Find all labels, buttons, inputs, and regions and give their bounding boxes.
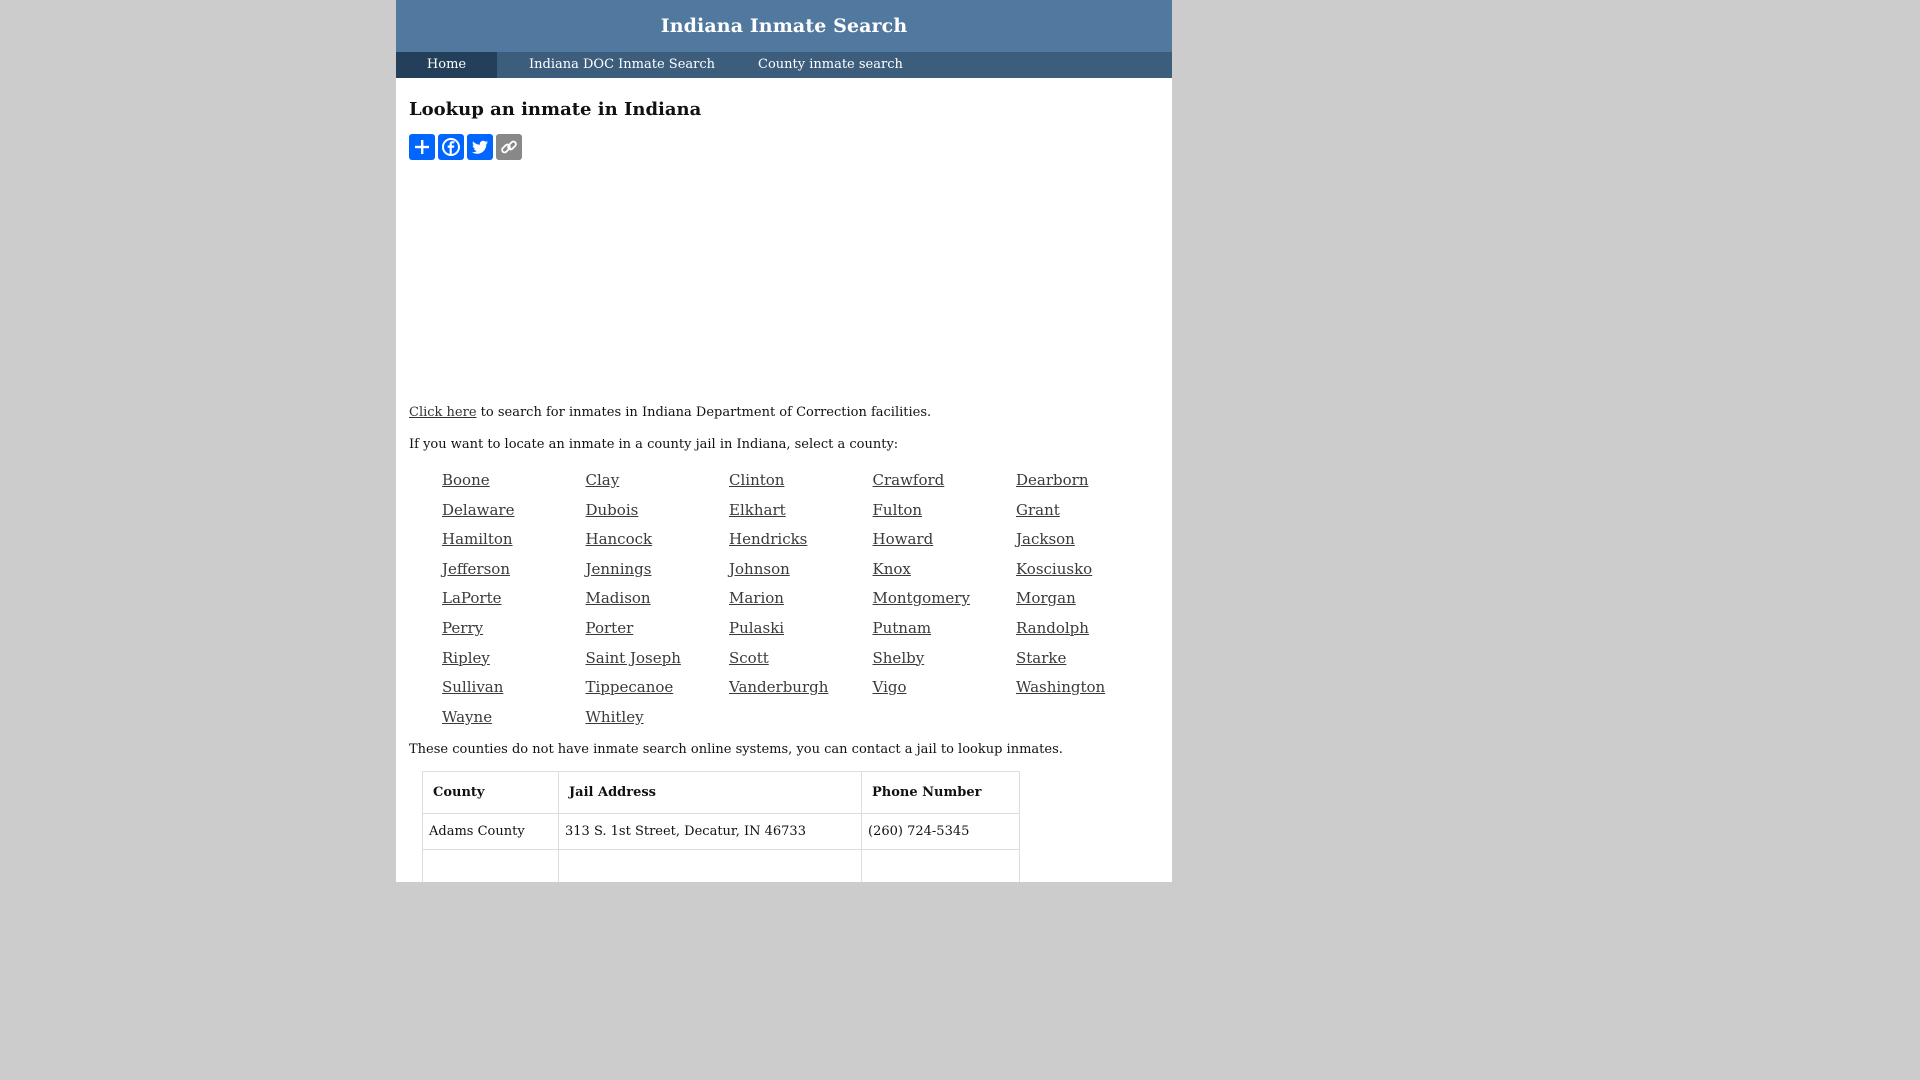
nav-county-search-link[interactable]: County inmate search xyxy=(758,57,903,72)
county-link[interactable]: Randolph xyxy=(1016,618,1089,637)
county-link[interactable]: Marion xyxy=(729,589,784,608)
ad-space xyxy=(409,160,1159,404)
county-link[interactable]: Clay xyxy=(585,471,620,489)
county-link[interactable]: Madison xyxy=(585,589,651,608)
county-link[interactable]: Hendricks xyxy=(729,530,808,549)
county-link[interactable]: Clinton xyxy=(729,471,785,489)
county-link[interactable]: Scott xyxy=(729,648,769,667)
county-link[interactable]: Montgomery xyxy=(872,589,970,608)
plus-icon xyxy=(412,137,432,157)
doc-search-link[interactable]: Click here xyxy=(409,405,477,420)
table-cell-address xyxy=(559,850,862,882)
county-link[interactable]: Jefferson xyxy=(442,559,510,578)
main-content xyxy=(396,99,1172,882)
county-link[interactable]: Porter xyxy=(585,618,634,637)
share-copy-link-button[interactable] xyxy=(496,134,522,160)
twitter-icon xyxy=(470,137,490,157)
link-icon xyxy=(499,137,519,157)
share-plus-button[interactable] xyxy=(409,134,435,160)
county-link[interactable]: Washington xyxy=(1016,678,1106,697)
doc-search-text: to search for inmates in Indiana Department of Correction facilities. xyxy=(476,405,932,420)
table-cell-county xyxy=(423,850,559,882)
county-link[interactable]: Johnson xyxy=(729,559,790,578)
county-link[interactable]: Wayne xyxy=(442,707,493,726)
site-header xyxy=(396,0,1172,52)
county-link[interactable]: Vanderburgh xyxy=(729,678,829,697)
county-link[interactable]: Grant xyxy=(1016,500,1060,519)
county-link[interactable]: Starke xyxy=(1016,648,1067,667)
nav-home-link[interactable]: Home xyxy=(396,52,497,78)
county-list xyxy=(409,466,1159,732)
county-link[interactable]: Putnam xyxy=(872,618,932,637)
county-link[interactable]: Perry xyxy=(442,618,484,637)
county-link[interactable]: Knox xyxy=(872,559,911,578)
county-link[interactable]: Boone xyxy=(442,471,490,489)
county-link[interactable]: Howard xyxy=(872,530,934,549)
share-twitter-button[interactable] xyxy=(467,134,493,160)
table-header-row xyxy=(423,772,1020,814)
county-link[interactable]: Elkhart xyxy=(729,500,786,519)
share-bar xyxy=(409,134,1159,160)
table-cell-phone: (260) 724-5345 xyxy=(862,814,1020,850)
page-container xyxy=(396,0,1172,882)
table-cell-county: Adams County xyxy=(423,814,559,850)
table-cell-address: 313 S. 1st Street, Decatur, IN 46733 xyxy=(559,814,862,850)
county-link[interactable]: Hamilton xyxy=(442,530,513,549)
facebook-icon xyxy=(441,137,461,157)
table-row xyxy=(423,850,1020,882)
table-row xyxy=(423,814,1020,850)
column-header: Jail Address xyxy=(559,772,862,814)
county-link[interactable]: Jackson xyxy=(1016,530,1075,549)
county-link[interactable]: Morgan xyxy=(1016,589,1076,608)
county-link[interactable]: Hancock xyxy=(585,530,653,549)
column-header: County xyxy=(423,772,559,814)
county-link[interactable]: Dearborn xyxy=(1016,471,1089,489)
table-cell-phone xyxy=(862,850,1020,882)
page-title: Lookup an inmate in Indiana xyxy=(409,99,702,120)
county-link[interactable]: Vigo xyxy=(872,678,907,697)
county-link[interactable]: Dubois xyxy=(585,500,639,519)
county-link[interactable]: Sullivan xyxy=(442,678,504,697)
county-link[interactable]: Saint Joseph xyxy=(585,648,681,667)
county-link[interactable]: Tippecanoe xyxy=(585,678,674,697)
county-link[interactable]: Ripley xyxy=(442,648,490,667)
county-intro-text: If you want to locate an inmate in a county jail in Indiana, select a county: xyxy=(409,437,899,452)
county-link[interactable]: Fulton xyxy=(872,500,923,519)
no-online-system-text: These counties do not have inmate search online systems, you can contact a jail to lookup inmates. xyxy=(409,742,1063,758)
column-header: Phone Number xyxy=(862,772,1020,814)
county-link[interactable]: Shelby xyxy=(872,648,925,667)
main-nav xyxy=(396,52,1172,78)
county-link[interactable]: Whitley xyxy=(585,707,644,726)
county-link[interactable]: Kosciusko xyxy=(1016,559,1093,578)
nav-doc-search-link[interactable]: Indiana DOC Inmate Search xyxy=(529,57,716,72)
jail-contact-table xyxy=(422,771,1020,882)
county-link[interactable]: Pulaski xyxy=(729,618,785,637)
site-title: Indiana Inmate Search xyxy=(660,15,908,37)
county-link[interactable]: Crawford xyxy=(872,471,945,489)
share-facebook-button[interactable] xyxy=(438,134,464,160)
county-link[interactable]: LaPorte xyxy=(442,589,502,608)
doc-search-paragraph xyxy=(409,404,1159,422)
county-link[interactable]: Delaware xyxy=(442,500,515,519)
county-link[interactable]: Jennings xyxy=(585,559,652,578)
